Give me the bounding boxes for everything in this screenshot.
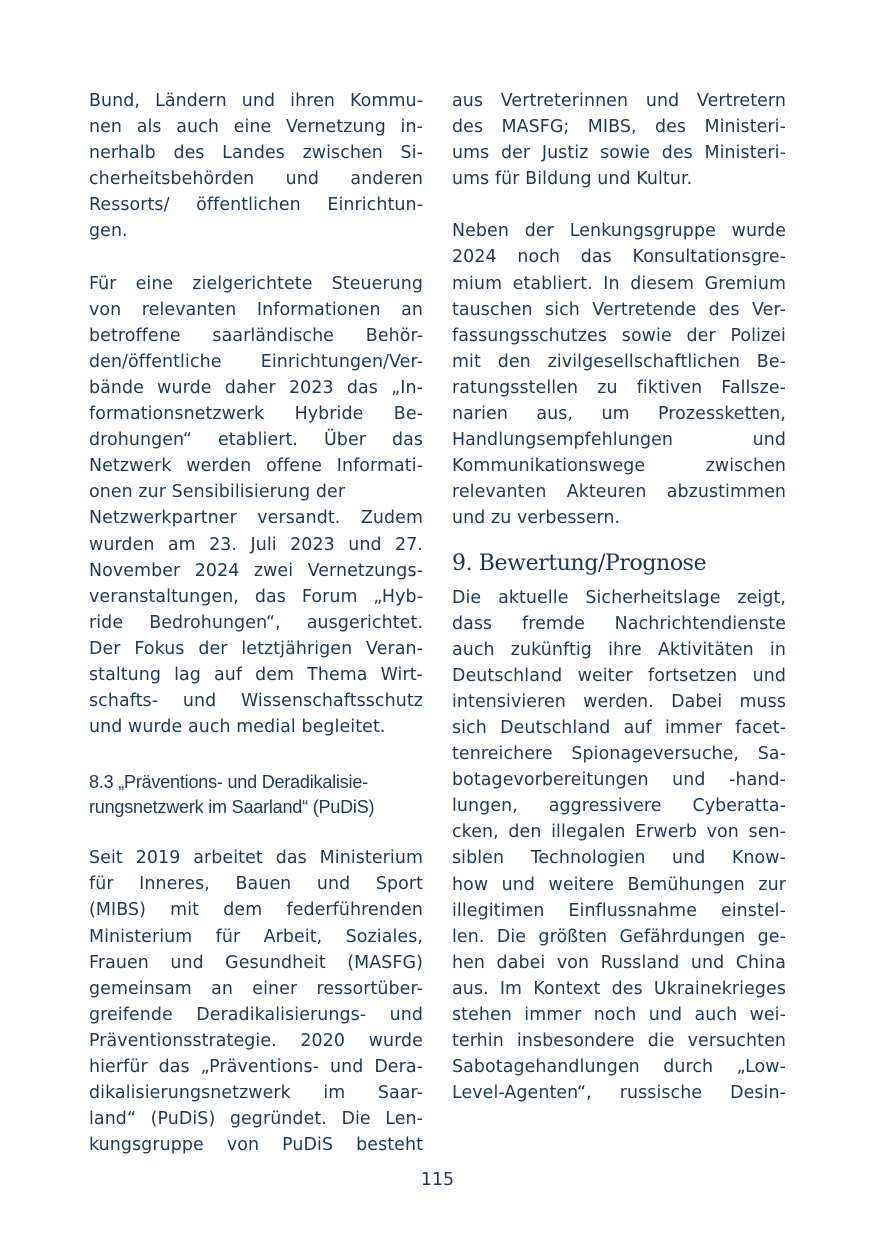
text-line: für Inneres, Bauen und Sport: [89, 874, 423, 895]
text-line: cherheitsbehörden und anderen: [89, 169, 423, 190]
text-line: formationsnetzwerk Hybride Be-: [89, 404, 423, 425]
text-line: des MASFG; MIBS, des Ministeri-: [452, 117, 786, 138]
text-line: Für eine zielgerichtete Steuerung: [89, 273, 423, 294]
text-line: ride Bedrohungen“, ausgerichtet.: [89, 612, 423, 633]
text-line: drohungen“ etabliert. Über das: [89, 430, 423, 451]
text-line: relevanten Akteuren abzustimmen: [452, 482, 786, 503]
text-line: Präventionsstrategie. 2020 wurde: [89, 1030, 423, 1051]
text-line: siblen Technologien und Know-: [452, 848, 786, 869]
paragraph: [89, 271, 423, 741]
text-line: len. Die größten Gefährdungen ge-: [452, 926, 786, 947]
text-line: Sabotagehandlungen durch „Low-: [452, 1057, 786, 1078]
section-subheading: [89, 770, 423, 820]
text-line: wurden am 23. Juli 2023 und 27.: [89, 534, 423, 555]
text-line: illegitimen Einflussnahme einstel-: [452, 900, 786, 921]
text-line: auch zukünftig ihre Aktivitäten in: [452, 639, 786, 660]
text-line: Kommunikationswege zwischen: [452, 456, 786, 477]
text-line: hierfür das „Präventions- und Dera-: [89, 1057, 423, 1077]
text-line: ums für Bildung und Kultur.: [452, 169, 693, 190]
paragraph: [89, 845, 423, 1158]
text-line: veranstaltungen, das Forum „Hyb-: [89, 586, 423, 607]
text-line: nerhalb des Landes zwischen Si-: [89, 143, 423, 164]
text-line: aus Vertreterinnen und Vertretern: [452, 91, 786, 111]
paragraph: [452, 88, 786, 192]
right-column: [452, 88, 786, 1106]
text-line: Level-Agenten“, russische Desin-: [452, 1083, 786, 1104]
text-line: tauschen sich Vertretende des Ver-: [452, 299, 786, 320]
text-line: von relevanten Informationen an: [89, 299, 423, 320]
paragraph: [452, 218, 786, 531]
text-line: Handlungsempfehlungen und: [452, 430, 786, 451]
text-line: betroffene saarländische Behör-: [89, 325, 423, 346]
section-heading: 9. Bewertung/Prognose: [452, 550, 707, 576]
text-line: schafts- und Wissenschaftsschutz: [89, 691, 423, 712]
text-line: November 2024 zwei Vernetzungs-: [89, 560, 423, 581]
text-line: bände wurde daher 2023 das „In-: [89, 377, 423, 398]
text-line: Die aktuelle Sicherheitslage zeigt,: [452, 587, 786, 608]
text-line: onen zur Sensibilisierung der: [89, 482, 346, 503]
text-line: stehen immer noch und auch wei-: [452, 1005, 786, 1025]
text-line: Ministerium für Arbeit, Soziales,: [89, 926, 423, 947]
subheading-line: 8.3 „Präventions- und Deradikalisie-: [89, 772, 368, 793]
text-line: ums der Justiz sowie des Ministeri-: [452, 143, 786, 164]
paragraph: [89, 88, 423, 245]
subheading-line: rungsnetzwerk im Saarland“ (PuDiS): [89, 797, 375, 818]
text-line: staltung lag auf dem Thema Wirt-: [89, 664, 423, 685]
text-line: land“ (PuDiS) gegründet. Die Len-: [89, 1109, 423, 1130]
text-line: mit den zivilgesellschaftlichen Be-: [452, 351, 786, 372]
text-line: Neben der Lenkungsgruppe wurde: [452, 221, 786, 242]
text-line: und zu verbessern.: [452, 508, 621, 529]
text-line: how und weitere Bemühungen zur: [452, 874, 786, 895]
text-line: kungsgruppe von PuDiS besteht: [89, 1135, 423, 1156]
text-line: ratungsstellen zu fiktiven Fallsze-: [452, 377, 786, 398]
text-line: aus. Im Kontext des Ukrainekrieges: [452, 978, 786, 999]
text-line: terhin insbesondere die versuchten: [452, 1031, 786, 1052]
text-line: und wurde auch medial begleitet.: [89, 717, 386, 738]
text-line: sich Deutschland auf immer facet-: [452, 717, 786, 738]
text-line: Frauen und Gesundheit (MASFG): [89, 952, 423, 973]
text-line: Bund, Ländern und ihren Kommu-: [89, 91, 423, 111]
text-line: gen.: [89, 221, 128, 242]
text-line: Ressorts/ öffentlichen Einrichtun-: [89, 195, 423, 216]
paragraph: [452, 585, 786, 1107]
text-line: Seit 2019 arbeitet das Ministerium: [89, 848, 423, 869]
text-line: lungen, aggressivere Cyberatta-: [452, 796, 786, 817]
text-line: 2024 noch das Konsultationsgre-: [452, 247, 786, 268]
text-line: Netzwerk werden offene Informati-: [89, 456, 423, 477]
text-line: hen dabei von Russland und China: [452, 952, 786, 973]
text-line: Deutschland weiter fortsetzen und: [452, 665, 786, 686]
left-column: [89, 88, 423, 1158]
text-line: narien aus, um Prozessketten,: [452, 404, 786, 425]
text-line: greifende Deradikalisierungs- und: [89, 1004, 423, 1025]
text-line: dass fremde Nachrichtendienste: [452, 613, 786, 634]
text-line: Der Fokus der letztjährigen Veran-: [89, 638, 423, 659]
text-line: dikalisierungsnetzwerk im Saar-: [89, 1083, 423, 1104]
text-line: (MIBS) mit dem federführenden: [89, 900, 423, 921]
text-line: mium etabliert. In diesem Gremium: [452, 273, 786, 294]
page-number: 115: [420, 1170, 455, 1190]
text-line: intensivieren werden. Dabei muss: [452, 691, 786, 712]
text-line: tenreichere Spionageversuche, Sa-: [452, 744, 786, 765]
text-line: nen als auch eine Vernetzung in-: [89, 117, 423, 138]
text-line: Netzwerkpartner versandt. Zudem: [89, 508, 423, 529]
text-line: gemeinsam an einer ressortüber-: [89, 978, 423, 999]
text-line: den/öffentliche Einrichtungen/Ver-: [89, 351, 423, 372]
text-line: cken, den illegalen Erwerb von sen-: [452, 822, 786, 843]
text-line: botagevorbereitungen und -hand-: [452, 770, 786, 791]
text-line: fassungsschutzes sowie der Polizei: [452, 325, 786, 346]
